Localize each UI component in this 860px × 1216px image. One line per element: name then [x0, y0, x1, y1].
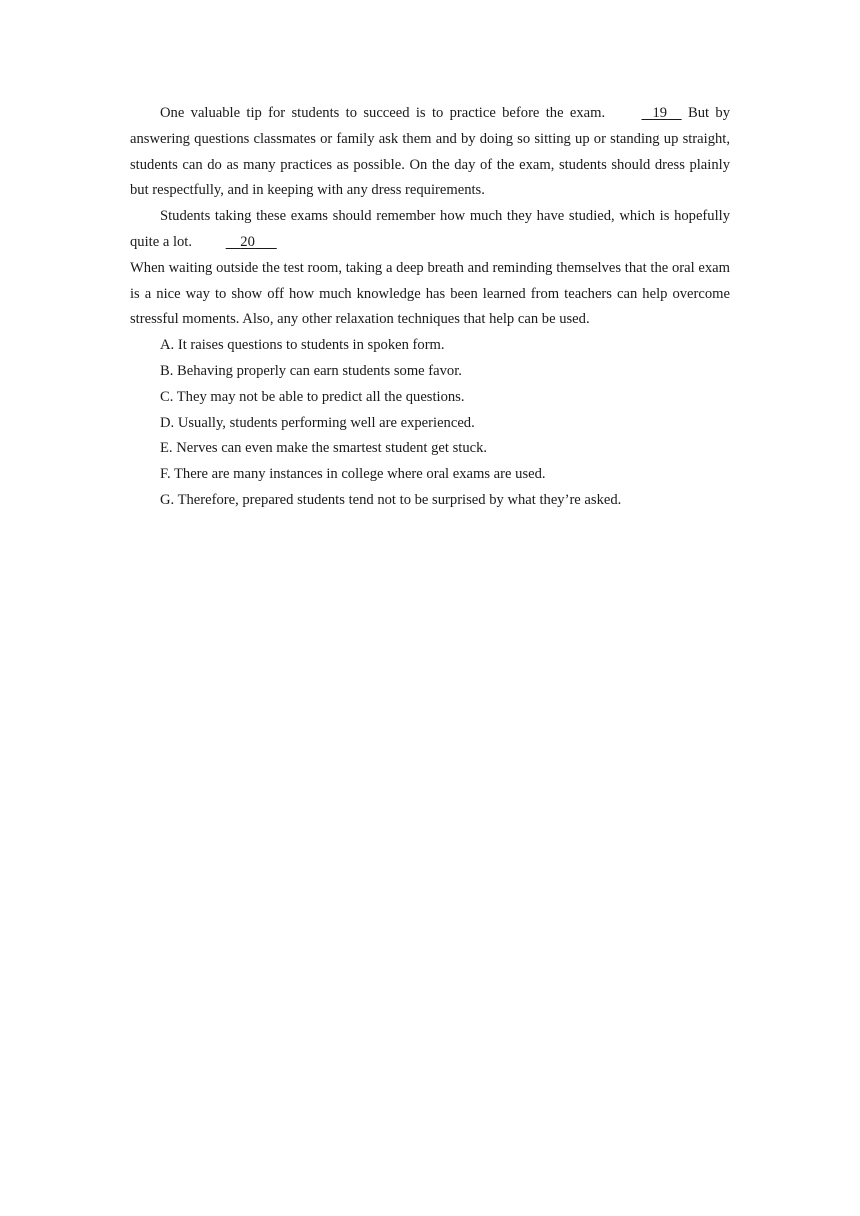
- paragraph-3: When waiting outside the test room, taking a deep breath and reminding themselves that the oral exam is a nice way to show off how much knowledge has been learned from teachers can help overcome stressful moments. Also, any other relaxation techniques that help can be used.: [130, 259, 730, 328]
- paragraph-2: [130, 204, 730, 256]
- option-e: E. Nerves can even make the smartest student get stuck.: [160, 440, 488, 457]
- option-d: D. Usually, students performing well are experienced.: [160, 414, 475, 431]
- blank-20: [196, 230, 277, 256]
- blank-19-number: 19: [652, 105, 668, 121]
- option-b: B. Behaving properly can earn students some favor.: [160, 362, 462, 379]
- blank-19: [612, 101, 682, 127]
- paragraph-1-text-before: One valuable tip for students to succeed is to practice before the exam.: [160, 105, 606, 121]
- option-a: A. It raises questions to students in spoken form.: [160, 337, 445, 354]
- paragraph-1: [130, 101, 730, 204]
- blank-20-number: 20: [240, 233, 255, 250]
- option-g: G. Therefore, prepared students tend not to be surprised by what they’re asked.: [160, 491, 622, 508]
- option-c: C. They may not be able to predict all the questions.: [160, 388, 465, 405]
- option-f: F. There are many instances in college where oral exams are used.: [160, 466, 546, 483]
- document-page: [130, 101, 730, 514]
- paragraph-1-text-after: But by answering questions classmates or family ask them and by doing so sitting up or standing up straight, students can do as many practices as possible. On the day of the exam, students should dress plainly but respectfully, and in keeping with any dress requirements.: [130, 105, 730, 199]
- paragraph-2-text-before: Students taking these exams should remember how much they have studied, which is hopefully quite a lot.: [130, 208, 730, 250]
- options-list: [130, 333, 730, 514]
